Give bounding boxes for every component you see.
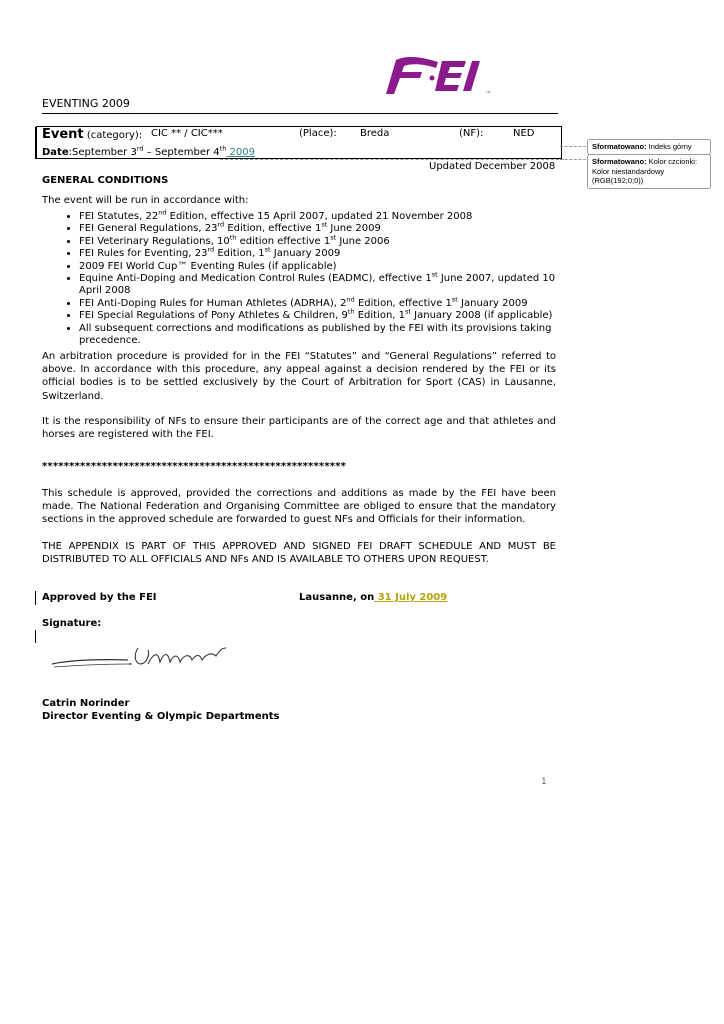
paragraph-responsibility: It is the responsibility of NFs to ensure their participants are of the correct age and that athletes and horses are registered with the FEI. xyxy=(42,416,556,441)
approval-place-date: Lausanne, on 31 July 2009 xyxy=(299,592,448,603)
approval-date: 31 July 2009 xyxy=(374,592,448,603)
document-header-title: EVENTING 2009 xyxy=(42,97,130,110)
event-line xyxy=(42,127,142,142)
list-item: • FEI Statutes, 22nd Edition, effective 15 April 2007, updated 21 November 2008 xyxy=(79,211,556,223)
place-value: Breda xyxy=(360,128,390,139)
signer-block xyxy=(42,697,279,723)
page-number: 1 xyxy=(541,777,547,787)
format-comment-balloon[interactable]: Sformatowano: Kolor czcionki: Kolor niestandardowy (RGB(192;0;0)) xyxy=(587,154,711,189)
fei-logo xyxy=(382,56,502,96)
updated-date: Updated December 2008 xyxy=(429,161,556,172)
change-bar xyxy=(35,591,36,605)
comment-connector xyxy=(560,146,586,147)
list-item: • FEI Special Regulations of Pony Athletes & Children, 9th Edition, 1st January 2008 (if applicable) xyxy=(79,310,556,322)
signature-label: Signature: xyxy=(42,618,102,629)
intro-text: The event will be run in accordance with: xyxy=(42,195,249,206)
paragraph-approval: This schedule is approved, provided the corrections and additions as made by the FEI have been made. The National Federation and Organising Committee are obliged to ensure that the mandatory sections in the approved schedule are forwarded to guest NFs and Officials for their information. xyxy=(42,488,556,526)
comment-connector xyxy=(220,159,564,160)
change-bar xyxy=(35,630,36,643)
change-bar xyxy=(35,127,36,159)
separator-stars: ******************************************************** xyxy=(42,461,347,472)
list-item: • FEI General Regulations, 23rd Edition, effective 1st June 2009 xyxy=(79,223,556,235)
category-label: (category): xyxy=(86,130,143,141)
event-label: Event xyxy=(42,127,84,142)
comment-connector xyxy=(560,159,586,160)
signer-name: Catrin Norinder xyxy=(42,698,130,709)
list-item: • FEI Anti-Doping Rules for Human Athletes (ADRHA), 2nd Edition, effective 1st January 2009 xyxy=(79,298,556,310)
format-comment-balloon[interactable]: Sformatowano: Indeks górny xyxy=(587,139,711,155)
handwritten-signature xyxy=(50,642,230,672)
svg-text:TM: TM xyxy=(486,90,491,94)
tracked-insertion: 2009 xyxy=(226,147,255,158)
place-label: (Place): xyxy=(299,128,337,139)
category-value: CIC ** / CIC*** xyxy=(151,128,223,139)
nf-label: (NF): xyxy=(459,128,484,139)
paragraph-arbitration: An arbitration procedure is provided for in the FEI “Statutes” and “General Regulations” referred to above. In accordance with this procedure, any appeal against a decision rendered by the FEI or its official bodies is to be settled exclusively by the Court of Arbitration for Sport (CAS) in Lausanne, Switzerland. xyxy=(42,351,556,402)
event-date: Date:September 3rd – September 4th 2009 xyxy=(42,144,255,158)
section-heading: GENERAL CONDITIONS xyxy=(42,175,169,186)
paragraph-appendix: THE APPENDIX IS PART OF THIS APPROVED AND SIGNED FEI DRAFT SCHEDULE AND MUST BE DISTRIBUTED TO ALL OFFICIALS AND NFs AND IS AVAILABLE TO OTHERS UPON REQUEST. xyxy=(42,541,556,566)
list-item: • 2009 FEI World Cup™ Eventing Rules (if applicable) xyxy=(79,261,556,273)
list-item: • FEI Rules for Eventing, 23rd Edition, 1st January 2009 xyxy=(79,248,556,260)
nf-value: NED xyxy=(513,128,535,139)
approved-by: Approved by the FEI xyxy=(42,592,157,603)
date-label: Date xyxy=(42,147,69,158)
list-item: • All subsequent corrections and modifications as published by the FEI with its provisions taking precedence. xyxy=(79,323,556,348)
list-item: • Equine Anti-Doping and Medication Control Rules (EADMC), effective 1st June 2007, updated 10 April 2008 xyxy=(79,273,556,298)
list-item: • FEI Veterinary Regulations, 10th edition effective 1st June 2006 xyxy=(79,236,556,248)
regulations-list xyxy=(42,208,556,347)
header-divider xyxy=(42,113,558,114)
signer-title: Director Eventing & Olympic Departments xyxy=(42,711,280,722)
